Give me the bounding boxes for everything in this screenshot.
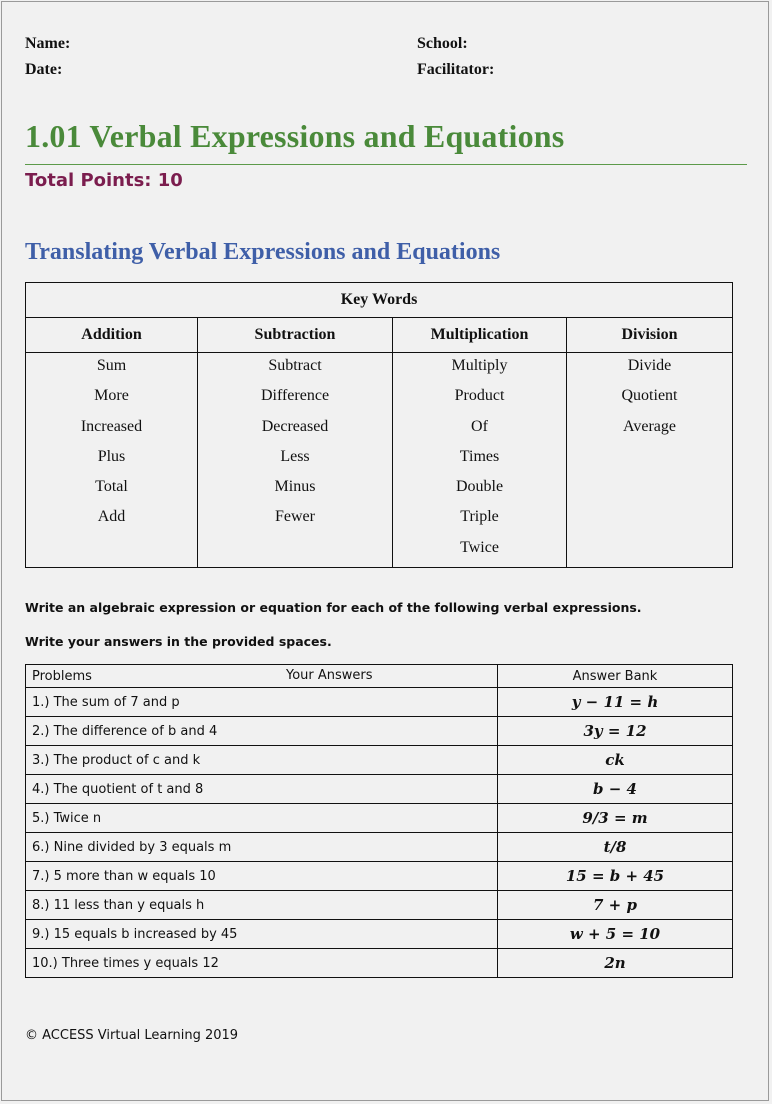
table-row bbox=[26, 920, 733, 949]
key-word: Total bbox=[95, 478, 128, 496]
problem-text: 5.) Twice n bbox=[26, 804, 498, 833]
name-label: Name: bbox=[25, 35, 71, 52]
key-word: Less bbox=[280, 447, 310, 465]
table-row bbox=[26, 688, 733, 717]
subtraction-words bbox=[198, 353, 393, 568]
your-answers-header: Your Answers bbox=[286, 668, 373, 683]
facilitator-label: Facilitator: bbox=[417, 61, 495, 78]
key-word: Triple bbox=[460, 508, 499, 526]
key-word: Increased bbox=[80, 417, 143, 435]
key-word: Multiply bbox=[451, 357, 508, 374]
copyright-footer: © ACCESS Virtual Learning 2019 bbox=[25, 1028, 239, 1043]
key-word: Times bbox=[459, 447, 500, 465]
key-word: Subtract bbox=[268, 357, 322, 374]
problems-table bbox=[25, 664, 733, 978]
answer-bank-item: 15 = b + 45 bbox=[498, 862, 733, 891]
answer-bank-item: w + 5 = 10 bbox=[498, 920, 733, 949]
answer-bank-item: ck bbox=[498, 746, 733, 775]
key-word: Twice bbox=[460, 538, 499, 556]
problem-text: 4.) The quotient of t and 8 bbox=[26, 775, 498, 804]
problem-text: 2.) The difference of b and 4 bbox=[26, 717, 498, 746]
answer-bank-item: b − 4 bbox=[498, 775, 733, 804]
problem-text: 10.) Three times y equals 12 bbox=[26, 949, 498, 978]
key-word: Fewer bbox=[275, 508, 315, 526]
problem-text: 1.) The sum of 7 and p bbox=[26, 688, 498, 717]
table-row bbox=[26, 775, 733, 804]
table-row bbox=[26, 862, 733, 891]
answer-bank-item: t/8 bbox=[498, 833, 733, 862]
key-word: Average bbox=[623, 417, 676, 435]
key-words-table bbox=[25, 282, 733, 568]
section-subtitle: Translating Verbal Expressions and Equations bbox=[25, 239, 501, 265]
answer-bank-item: 7 + p bbox=[498, 891, 733, 920]
key-word: Of bbox=[471, 417, 488, 435]
instruction-line-2: Write your answers in the provided spaces. bbox=[25, 634, 332, 649]
problem-text: 9.) 15 equals b increased by 45 bbox=[26, 920, 498, 949]
key-word: Double bbox=[455, 478, 504, 496]
problem-text: 3.) The product of c and k bbox=[26, 746, 498, 775]
key-word: Sum bbox=[96, 357, 127, 374]
page-title: 1.01 Verbal Expressions and Equations bbox=[25, 118, 565, 154]
key-word: Add bbox=[97, 508, 126, 526]
column-header-subtraction: Subtraction bbox=[198, 318, 393, 353]
key-word: Product bbox=[454, 387, 505, 405]
key-word: Plus bbox=[97, 447, 126, 465]
table-row bbox=[26, 949, 733, 978]
school-label: School: bbox=[417, 35, 468, 52]
table-row bbox=[26, 717, 733, 746]
key-word: Decreased bbox=[261, 417, 329, 435]
key-word: Divide bbox=[627, 357, 672, 374]
table-row bbox=[26, 746, 733, 775]
title-divider bbox=[25, 164, 747, 165]
problems-header: Problems bbox=[32, 668, 92, 684]
answer-bank-item: 3y = 12 bbox=[498, 717, 733, 746]
date-label: Date: bbox=[25, 61, 63, 78]
division-words bbox=[567, 353, 733, 568]
column-header-multiplication: Multiplication bbox=[393, 318, 567, 353]
instruction-line-1: Write an algebraic expression or equation for each of the following verbal expressions. bbox=[25, 600, 642, 615]
key-word: Quotient bbox=[621, 387, 678, 405]
problem-text: 6.) Nine divided by 3 equals m bbox=[26, 833, 498, 862]
key-word: More bbox=[94, 387, 129, 405]
problem-text: 7.) 5 more than w equals 10 bbox=[26, 862, 498, 891]
table-row bbox=[26, 833, 733, 862]
problem-text: 8.) 11 less than y equals h bbox=[26, 891, 498, 920]
table-row bbox=[26, 804, 733, 833]
problems-header-cell bbox=[26, 665, 498, 688]
answer-bank-header: Answer Bank bbox=[498, 665, 733, 688]
key-word: Minus bbox=[274, 478, 316, 496]
multiplication-words bbox=[393, 353, 567, 568]
column-header-addition: Addition bbox=[26, 318, 198, 353]
key-word: Difference bbox=[260, 387, 330, 405]
answer-bank-item: 2n bbox=[498, 949, 733, 978]
answer-bank-item: y − 11 = h bbox=[498, 688, 733, 717]
key-words-caption: Key Words bbox=[26, 283, 733, 318]
table-row bbox=[26, 891, 733, 920]
column-header-division: Division bbox=[567, 318, 733, 353]
answer-bank-item: 9/3 = m bbox=[498, 804, 733, 833]
addition-words bbox=[26, 353, 198, 568]
total-points: Total Points: 10 bbox=[25, 170, 183, 191]
